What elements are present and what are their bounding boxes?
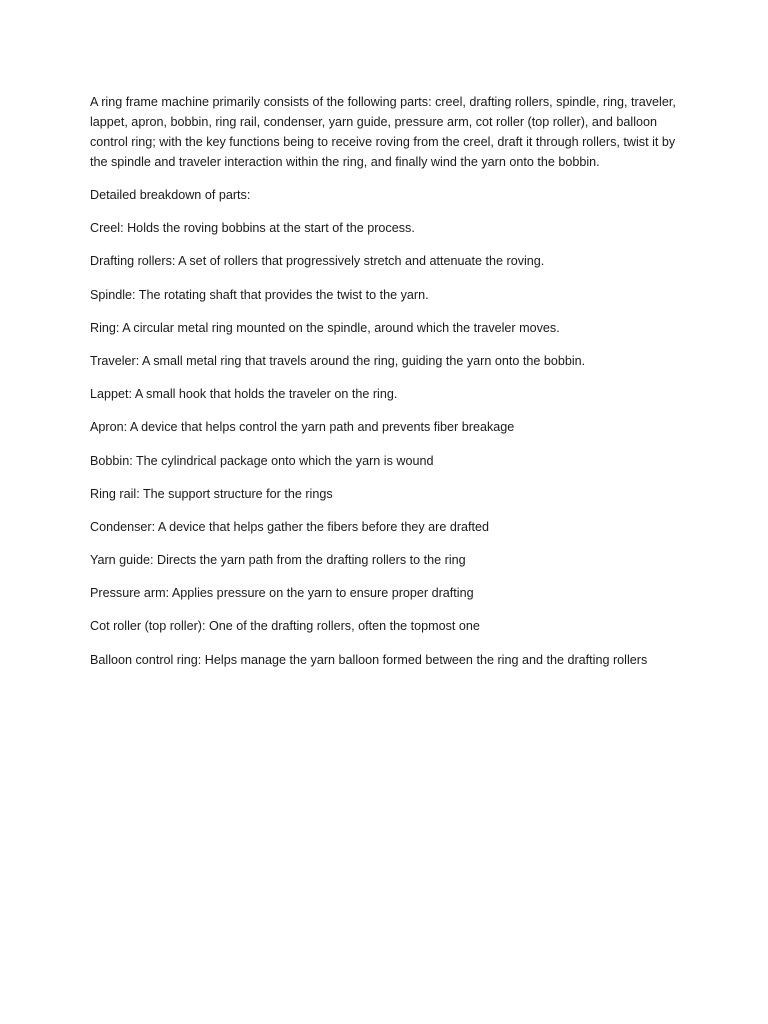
part-drafting-rollers: Drafting rollers: A set of rollers that progressively stretch and attenuate the roving. (90, 254, 545, 269)
document-body (90, 92, 680, 683)
part-yarn-guide: Yarn guide: Directs the yarn path from the drafting rollers to the ring (90, 553, 466, 568)
part-ring-rail: Ring rail: The support structure for the rings (90, 486, 333, 501)
part-spindle: Spindle: The rotating shaft that provides the twist to the yarn. (90, 287, 429, 302)
part-ring: Ring: A circular metal ring mounted on the spindle, around which the traveler moves. (90, 320, 560, 335)
part-apron: Apron: A device that helps control the yarn path and prevents fiber breakage (90, 420, 515, 435)
part-bobbin: Bobbin: The cylindrical package onto which the yarn is wound (90, 453, 434, 468)
part-pressure-arm: Pressure arm: Applies pressure on the yarn to ensure proper drafting (90, 586, 474, 601)
intro-paragraph: A ring frame machine primarily consists of the following parts: creel, drafting rollers, spindle, ring, traveler, lappet, apron, bobbin, ring rail, condenser, yarn guide, pressure arm, cot roller (top roller), and balloon control ring; with the key functions being to receive roving from the creel, draft it through rollers, twist it by the spindle and traveler interaction within the ring, and finally wind the yarn onto the bobbin. (90, 95, 676, 169)
part-cot-roller: Cot roller (top roller): One of the drafting rollers, often the topmost one (90, 619, 480, 634)
part-balloon-control-ring: Balloon control ring: Helps manage the yarn balloon formed between the ring and the drafting rollers (90, 652, 648, 667)
part-traveler: Traveler: A small metal ring that travels around the ring, guiding the yarn onto the bobbin. (90, 353, 586, 368)
part-lappet: Lappet: A small hook that holds the traveler on the ring. (90, 387, 398, 402)
part-creel: Creel: Holds the roving bobbins at the start of the process. (90, 221, 415, 236)
breakdown-heading: Detailed breakdown of parts: (90, 188, 251, 202)
part-condenser: Condenser: A device that helps gather the fibers before they are drafted (90, 519, 490, 534)
